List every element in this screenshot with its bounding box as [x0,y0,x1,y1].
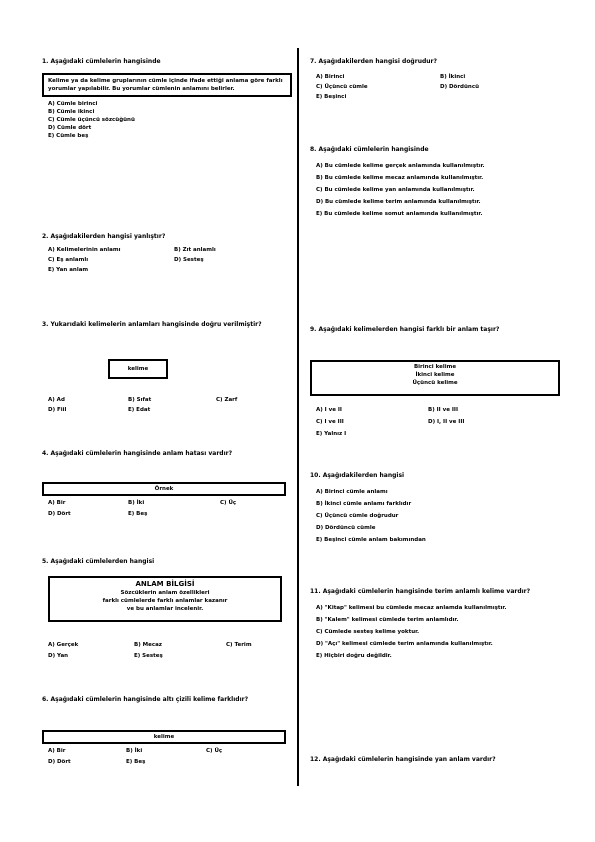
column-divider [297,48,299,786]
question-6-box: kelime [42,730,286,744]
question-7-option-c[interactable]: C) Üçüncü cümle [316,84,368,90]
question-5-option-a[interactable]: A) Gerçek [48,642,79,648]
question-3-title: 3. Yukarıdaki kelimelerin anlamları hangisinde doğru verilmiştir? [42,321,262,328]
question-10-title: 10. Aşağıdakilerden hangisi [310,472,405,479]
question-9-box-line-1: Birinci kelime [413,364,457,370]
question-6 [42,696,294,776]
question-8-title: 8. Aşağıdaki cümlelerin hangisinde [310,146,429,153]
question-6-title: 6. Aşağıdaki cümlelerin hangisinde altı çizili kelime farklıdır? [42,696,249,703]
question-5-box-line-1: Sözcüklerin anlam özellikleri [120,590,210,596]
question-5-box-line-2: farklı cümlelerde farklı anlamlar kazanır [102,598,228,604]
question-11-option-b[interactable]: B) "Kalem" kelimesi cümlede terim anlamlıdır. [316,617,459,623]
question-5 [42,558,294,673]
question-10 [310,472,560,544]
question-4-option-e[interactable]: E) Beş [128,511,148,517]
question-9-box [310,360,560,396]
question-7-option-e[interactable]: E) Beşinci [316,94,347,100]
question-2-option-b[interactable]: B) Zıt anlamlı [174,247,216,253]
question-3-box: kelime [108,359,168,379]
question-5-option-b[interactable]: B) Mecaz [134,642,162,648]
question-2-option-a[interactable]: A) Kelimelerinin anlamı [48,247,121,253]
question-5-option-c[interactable]: C) Terim [226,642,252,648]
question-9-option-d[interactable]: D) I, II ve III [428,419,465,425]
question-7-title: 7. Aşağıdakilerden hangisi doğrudur? [310,58,437,65]
question-9 [310,326,560,446]
question-5-box-title: ANLAM BİLGİSİ [135,580,195,588]
question-2 [42,233,294,293]
question-5-box-line-3: ve bu anlamlar incelenir. [126,606,204,612]
question-10-option-a[interactable]: A) Birinci cümle anlamı [316,489,388,495]
question-2-option-c[interactable]: C) Eş anlamlı [48,257,89,263]
question-4-option-a[interactable]: A) Bir [48,500,66,506]
question-6-option-a[interactable]: A) Bir [48,748,66,754]
question-3-option-c[interactable]: C) Zarf [216,397,238,403]
question-9-option-c[interactable]: C) I ve III [316,419,344,425]
question-9-box-line-2: İkinci kelime [415,372,455,378]
question-11 [310,588,560,660]
question-2-option-d[interactable]: D) Sesteş [174,257,204,263]
question-2-title: 2. Aşağıdakilerden hangisi yanlıştır? [42,233,166,240]
question-1-option-e[interactable]: E) Cümle beş [48,133,89,139]
question-9-option-b[interactable]: B) II ve III [428,407,458,413]
question-4-title: 4. Aşağıdaki cümlelerin hangisinde anlam hatası vardır? [42,450,233,457]
question-3-option-a[interactable]: A) Ad [48,397,65,403]
question-4-option-d[interactable]: D) Dört [48,511,71,517]
question-6-option-c[interactable]: C) Üç [206,748,223,754]
question-8 [310,146,560,218]
question-6-option-d[interactable]: D) Dört [48,759,71,765]
question-1 [42,58,294,140]
question-11-option-d[interactable]: D) "Açı" kelimesi cümlede terim anlamında kullanılmıştır. [316,641,493,647]
question-7-option-d[interactable]: D) Dördüncü [440,84,479,90]
question-6-option-e[interactable]: E) Beş [126,759,146,765]
question-9-option-a[interactable]: A) I ve II [316,407,342,413]
question-5-title: 5. Aşağıdaki cümlelerden hangisi [42,558,155,565]
question-8-option-b[interactable]: B) Bu cümlede kelime mecaz anlamında kullanılmıştır. [316,175,484,181]
question-1-option-b[interactable]: B) Cümle ikinci [48,109,95,115]
question-9-option-e[interactable]: E) Yalnız I [316,431,347,437]
question-3-option-e[interactable]: E) Edat [128,407,151,413]
question-10-option-c[interactable]: C) Üçüncü cümle doğrudur [316,513,399,519]
question-1-option-d[interactable]: D) Cümle dört [48,125,92,131]
question-5-option-e[interactable]: E) Sesteş [134,653,163,659]
question-1-title: 1. Aşağıdaki cümlelerin hangisinde [42,58,161,65]
question-7-option-b[interactable]: B) İkinci [440,74,466,80]
question-1-box: Kelime ya da kelime gruplarının cümle içinde ifade ettiği anlama göre farklı yorumlar yapılabilir. Bu yorumlar cümlenin anlamını belirler. [42,73,292,97]
question-2-option-e[interactable]: E) Yan anlam [48,267,89,273]
question-11-option-a[interactable]: A) "Kitap" kelimesi bu cümlede mecaz anlamda kullanılmıştır. [316,605,507,611]
question-4 [42,450,294,530]
question-12 [310,756,560,764]
question-4-box: Örnek [42,482,286,496]
question-8-option-a[interactable]: A) Bu cümlede kelime gerçek anlamında kullanılmıştır. [316,163,485,169]
question-9-box-line-3: Üçüncü kelime [412,380,458,386]
question-7-option-a[interactable]: A) Birinci [316,74,345,80]
question-3-option-d[interactable]: D) Fiil [48,407,67,413]
question-7 [310,58,560,118]
question-12-title: 12. Aşağıdaki cümlelerin hangisinde yan anlam vardır? [310,756,496,763]
question-8-option-d[interactable]: D) Bu cümlede kelime terim anlamında kullanılmıştır. [316,199,481,205]
question-11-title: 11. Aşağıdaki cümlelerin hangisinde terim anlamlı kelime vardır? [310,588,531,595]
question-8-option-c[interactable]: C) Bu cümlede kelime yan anlamında kullanılmıştır. [316,187,475,193]
question-1-option-c[interactable]: C) Cümle üçüncü sözcüğünü [48,117,135,123]
question-10-option-d[interactable]: D) Dördüncü cümle [316,525,376,531]
question-9-title: 9. Aşağıdaki kelimelerden hangisi farklı bir anlam taşır? [310,326,500,333]
question-6-option-b[interactable]: B) İki [126,748,143,754]
question-10-option-b[interactable]: B) İkinci cümle anlamı farklıdır [316,501,412,507]
question-4-option-c[interactable]: C) Üç [220,500,237,506]
question-11-option-e[interactable]: E) Hiçbiri doğru değildir. [316,653,392,659]
question-3-option-b[interactable]: B) Sıfat [128,397,152,403]
question-5-option-d[interactable]: D) Yan [48,653,69,659]
question-3 [42,321,294,421]
question-11-option-c[interactable]: C) Cümlede sesteş kelime yoktur. [316,629,420,635]
question-1-option-a[interactable]: A) Cümle birinci [48,101,98,107]
question-4-option-b[interactable]: B) İki [128,500,145,506]
question-10-option-e[interactable]: E) Beşinci cümle anlam bakımından [316,537,426,543]
question-8-option-e[interactable]: E) Bu cümlede kelime somut anlamında kullanılmıştır. [316,211,483,217]
question-5-box [48,576,282,622]
